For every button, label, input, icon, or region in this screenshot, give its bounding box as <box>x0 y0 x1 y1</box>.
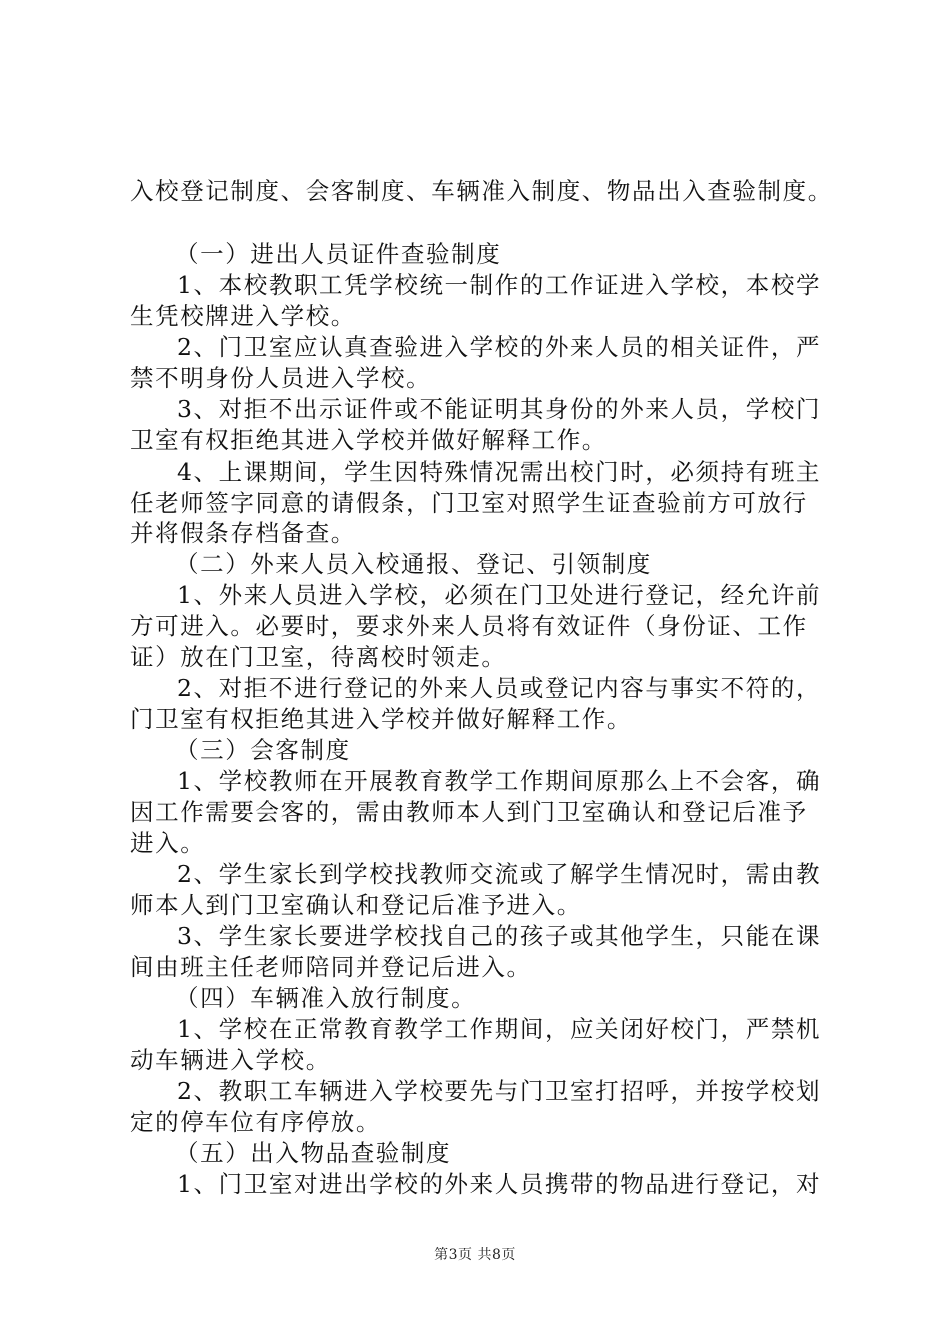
text-line: 2、学生家长到学校找教师交流或了解学生情况时，需由教 <box>177 860 822 888</box>
text-line: 1、门卫室对进出学校的外来人员携带的物品进行登记，对 <box>177 1170 822 1198</box>
section-heading-3: （三）会客制度 <box>175 736 351 764</box>
section-heading-5: （五）出入物品查验制度 <box>175 1139 452 1167</box>
text-line: 师本人到门卫室确认和登记后准予进入。 <box>130 891 582 919</box>
text-line: 进入。 <box>130 829 206 857</box>
section-heading-1: （一）进出人员证件查验制度 <box>175 240 502 268</box>
text-line: 卫室有权拒绝其进入学校并做好解释工作。 <box>130 426 607 454</box>
text-line: 1、学校在正常教育教学工作期间，应关闭好校门，严禁机 <box>177 1015 822 1043</box>
text-line: 并将假条存档备查。 <box>130 519 356 547</box>
text-line: 2、门卫室应认真查验进入学校的外来人员的相关证件，严 <box>177 333 822 361</box>
text-line: 2、教职工车辆进入学校要先与门卫室打招呼，并按学校划 <box>177 1077 822 1105</box>
text-line: 生凭校牌进入学校。 <box>130 302 356 330</box>
text-line: 任老师签字同意的请假条，门卫室对照学生证查验前方可放行 <box>130 489 808 517</box>
text-line: 门卫室有权拒绝其进入学校并做好解释工作。 <box>130 705 632 733</box>
text-line: 定的停车位有序停放。 <box>130 1108 381 1136</box>
text-line: 3、对拒不出示证件或不能证明其身份的外来人员，学校门 <box>177 395 822 423</box>
text-line: 1、学校教师在开展教育教学工作期间原那么上不会客，确 <box>177 767 822 795</box>
page-number-footer: 第3页 共8页 <box>434 1247 516 1263</box>
text-line: 入校登记制度、会客制度、车辆准入制度、物品出入查验制度。 <box>130 177 833 205</box>
text-line: 因工作需要会客的，需由教师本人到门卫室确认和登记后准予 <box>130 798 808 826</box>
text-line: 2、对拒不进行登记的外来人员或登记内容与事实不符的， <box>177 674 822 702</box>
text-line: 4、上课期间，学生因特殊情况需出校门时，必须持有班主 <box>177 458 822 486</box>
text-line: 1、本校教职工凭学校统一制作的工作证进入学校，本校学 <box>177 271 822 299</box>
text-line: 间由班主任老师陪同并登记后进入。 <box>130 953 532 981</box>
text-line: 动车辆进入学校。 <box>130 1046 331 1074</box>
text-line: 方可进入。必要时，要求外来人员将有效证件（身份证、工作 <box>130 612 808 640</box>
text-line: 3、学生家长要进学校找自己的孩子或其他学生，只能在课 <box>177 922 822 950</box>
text-line: 1、外来人员进入学校，必须在门卫处进行登记，经允许前 <box>177 581 822 609</box>
section-heading-4: （四）车辆准入放行制度。 <box>175 984 477 1012</box>
section-heading-2: （二）外来人员入校通报、登记、引领制度 <box>175 550 652 578</box>
text-line: 证）放在门卫室，待离校时领走。 <box>130 643 507 671</box>
text-line: 禁不明身份人员进入学校。 <box>130 364 432 392</box>
